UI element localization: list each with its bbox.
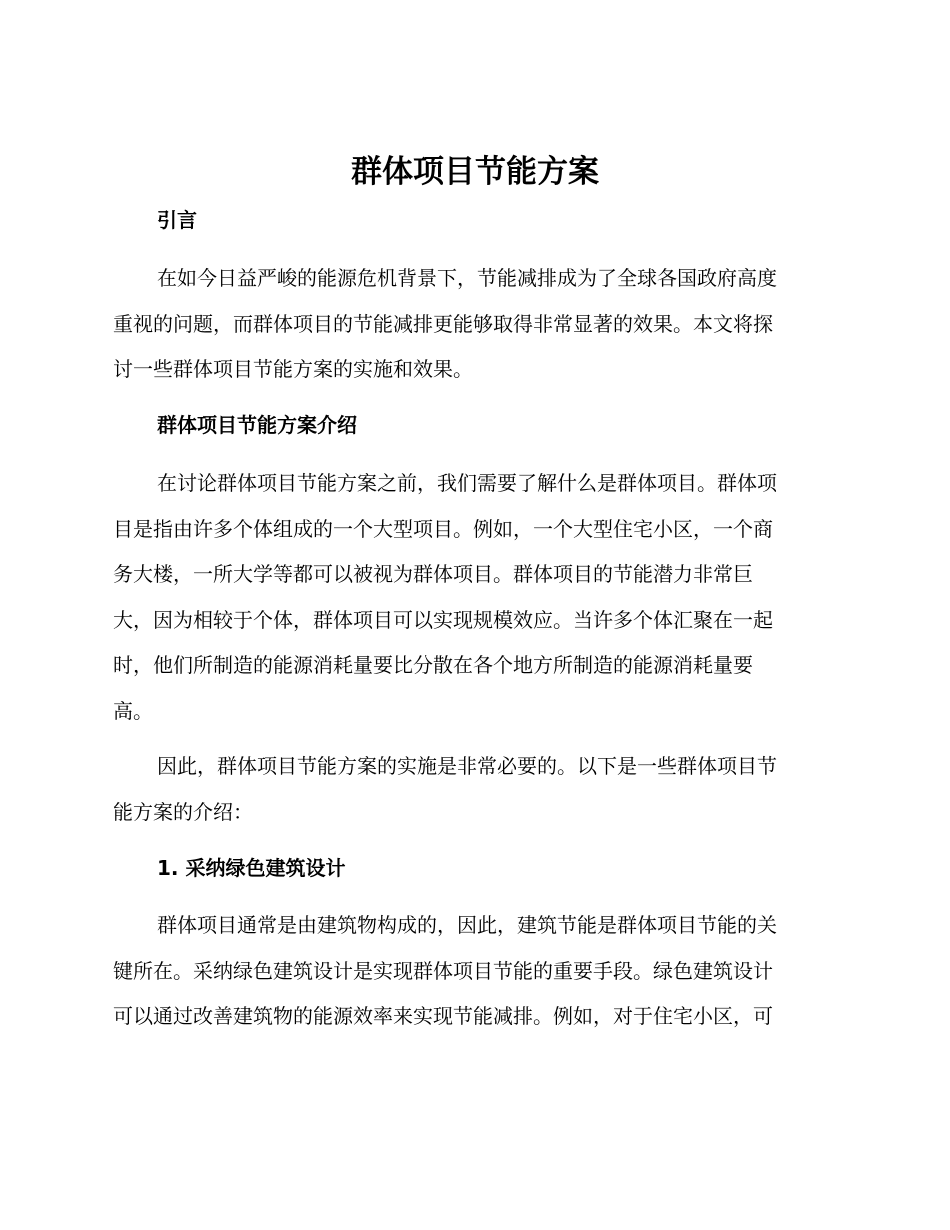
paragraph-overview-1 <box>113 461 833 734</box>
heading-intro: 引言 <box>157 208 197 232</box>
text-line: 大，因为相较于个体，群体项目可以实现规模效应。当许多个体汇聚在一起 <box>113 607 773 632</box>
text-line: 能方案的介绍： <box>113 799 253 824</box>
document-title: 群体项目节能方案 <box>351 154 599 190</box>
text-line: 群体项目通常是由建筑物构成的，因此，建筑节能是群体项目节能的关 <box>157 913 777 937</box>
text-line: 键所在。采纳绿色建筑设计是实现群体项目节能的重要手段。绿色建筑设计 <box>113 958 773 983</box>
text-line: 讨一些群体项目节能方案的实施和效果。 <box>113 357 473 381</box>
text-line: 可以通过改善建筑物的能源效率来实现节能减排。例如，对于住宅小区，可 <box>113 1004 773 1028</box>
paragraph-green-building <box>113 903 833 1040</box>
text-line: 在讨论群体项目节能方案之前，我们需要了解什么是群体项目。群体项 <box>157 471 777 495</box>
text-line: 重视的问题，而群体项目的节能减排更能够取得非常显著的效果。本文将探 <box>113 311 773 336</box>
heading-green-building: 1. 采纳绿色建筑设计 <box>157 856 346 880</box>
text-line: 目是指由许多个体组成的一个大型项目。例如，一个大型住宅小区，一个商 <box>113 516 773 541</box>
paragraph-overview-2 <box>113 744 833 835</box>
text-line: 时，他们所制造的能源消耗量要比分散在各个地方所制造的能源消耗量要 <box>113 653 753 677</box>
text-line: 务大楼，一所大学等都可以被视为群体项目。群体项目的节能潜力非常巨 <box>113 562 753 586</box>
text-line: 因此，群体项目节能方案的实施是非常必要的。以下是一些群体项目节 <box>157 754 777 778</box>
heading-overview: 群体项目节能方案介绍 <box>157 413 357 437</box>
text-line: 高。 <box>113 698 153 723</box>
text-line: 在如今日益严峻的能源危机背景下，节能减排成为了全球各国政府高度 <box>157 266 777 290</box>
paragraph-intro <box>113 256 833 393</box>
